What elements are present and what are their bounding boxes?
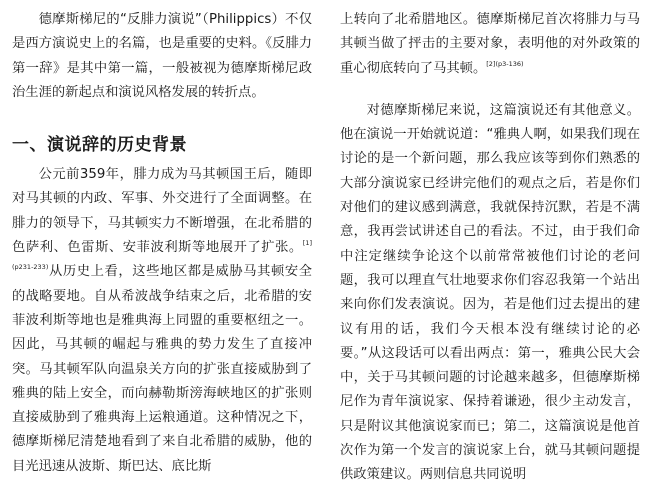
significance-paragraph <box>340 99 640 488</box>
citation-1: [1](p231-233) <box>12 239 312 272</box>
continued-paragraph <box>340 8 640 81</box>
citation-2: [2](p3-136) <box>486 59 524 68</box>
section-heading: 一、演说辞的历史背景 <box>12 135 187 156</box>
right-column <box>340 8 640 488</box>
intro-paragraph-text: 德摩斯梯尼的“反腓力演说”（Philippics）不仅是西方演说史上的名篇，也是重要的史料。《反腓力第一辞》是其中第一篇，一般被视为德摩斯梯尼政治生涯的新起点和演说风格发展的转折点。 <box>12 12 312 100</box>
left-column <box>12 8 312 479</box>
intro-paragraph <box>12 8 312 105</box>
significance-paragraph-text: 对德摩斯梯尼来说，这篇演说还有其他意义。他在演说一开始就说道：“雅典人啊，如果我们现在讨论的是一个新问题，那么我应该等到你们熟悉的大部分演说家已经讲完他们的观点之后，若是你们对他们的建议感到满意，我就保持沉默，若是不满意，我再尝试讲述自己的看法。不过，由于我们命中注定继续争论这个以前常常被他们讨论的老问题，我可以理直气壮地要求你们容忍我第一个站出来向你们发表演说。因为，若是他们过去提出的建议有用的话，我们今天根本没有继续讨论的必要。”从这段话可以看出两点：第一，雅典公民大会中，关于马其顿问题的讨论越来越多，但德摩斯梯尼作为青年演说家、保持着谦逊，很少主动发言，只是附议其他演说家而已；第二，这篇演说是他首次作为第一个发言的演说家上台，就马其顿问题提供政策建议。两则信息共同说明 <box>340 102 640 483</box>
continued-paragraph-text: 上转向了北希腊地区。德摩斯梯尼首次将腓力与马其顿当做了抨击的主要对象，表明他的对外政策的重心彻底转向了马其顿。 <box>340 12 640 76</box>
background-paragraph-text-a: 公元前359年，腓力成为马其顿国王后，随即对马其顿的内政、军事、外交进行了全面调整。在腓力的领导下，马其顿实力不断增强，在北希腊的色萨利、色雷斯、安菲波利斯等地展开了扩张。 <box>12 167 312 256</box>
paragraph-gap <box>340 81 640 99</box>
background-paragraph <box>12 163 312 479</box>
background-paragraph-text-b: 从历史上看，这些地区都是威胁马其顿安全的战略要地。自从希波战争结束之后，北希腊的安菲波利斯等地也是雅典海上同盟的重要枢纽之一。因此，马其顿的崛起与雅典的势力发生了直接冲突。马其顿军队向温泉关方向的扩张直接威胁到了雅典的陆上安全，而向赫勒斯滂海峡地区的扩张则直接威胁到了雅典海上运粮通道。这种情况之下，德摩斯梯尼清楚地看到了来自北希腊的威胁，他的目光迅速从波斯、斯巴达、底比斯 <box>12 264 312 474</box>
